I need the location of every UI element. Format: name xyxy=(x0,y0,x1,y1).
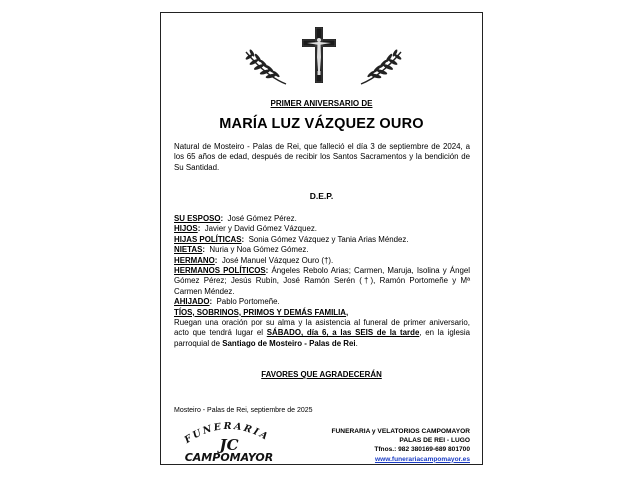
left-palm-branch-icon xyxy=(241,48,291,88)
family-entry: NIETAS: Nuria y Noa Gómez Gómez. xyxy=(174,245,309,255)
family-entry: TÍOS, SOBRINOS, PRIMOS Y DEMÁS FAMILIA, xyxy=(174,307,349,317)
family-label: SU ESPOSO xyxy=(174,214,221,223)
family-text: Ángeles Rebolo Arias; Carmen, Maruja, Isolina y Ángel Gómez Pérez; Jesús Rubín, José Ramón Serén (†), Ramón Portomeñe y Mª Carmen Méndez. xyxy=(174,266,470,296)
logo-monogram: JC xyxy=(219,436,239,454)
family-entry: HERMANO: José Manuel Vázquez Ouro (†). xyxy=(174,255,334,265)
campomayor-logo xyxy=(174,417,284,463)
logo-brand: CAMPOMAYOR xyxy=(184,451,274,463)
intro-paragraph: Natural de Mosteiro - Palas de Rei, que falleció el día 3 de septiembre de 2024, a los 65 años de edad, después de recibir los Santos Sacramentos y la bendición de Su Santidad. xyxy=(174,142,470,172)
family-entry: AHIJADO: Pablo Portomeñe. xyxy=(174,297,280,307)
obituary-card xyxy=(160,12,483,465)
prayer-paragraph: Ruegan una oración por su alma y la asistencia al funeral de primer aniversario, acto que tendrá lugar el SÁBADO, día 6, a las SEIS de la tarde, en la iglesia parroquial de Santiago de Mosteiro - Palas de Rei. xyxy=(174,318,470,348)
funeral-time: SÁBADO, día 6, a las SEIS de la tarde xyxy=(266,328,420,338)
family-entry: HIJOS: Javier y David Gómez Vázquez. xyxy=(174,224,317,234)
funeral-home-name: FUNERARIA y VELATORIOS CAMPOMAYOR xyxy=(331,428,470,435)
family-entry: SU ESPOSO: José Gómez Pérez. xyxy=(174,214,297,223)
dep-heading: D.E.P. xyxy=(309,191,334,201)
family-label: AHIJADO xyxy=(174,297,210,307)
funeral-place: Santiago de Mosteiro - Palas de Rei xyxy=(222,338,356,348)
funeral-home-info xyxy=(332,427,470,464)
family-entry: HIJAS POLÍTICAS: Sonia Gómez Vázquez y Tania Arias Méndez. xyxy=(174,234,409,244)
dateline: Mosteiro - Palas de Rei, septiembre de 2025 xyxy=(174,407,313,414)
family-text: José Gómez Pérez. xyxy=(227,214,297,223)
family-label: TÍOS, SOBRINOS, PRIMOS Y DEMÁS FAMILIA xyxy=(174,307,347,317)
right-palm-branch-icon xyxy=(356,48,406,88)
family-label: HERMANO xyxy=(174,255,215,265)
favors-line: FAVORES QUE AGRADECERÁN xyxy=(261,370,382,379)
family-label: NIETAS xyxy=(174,245,203,255)
family-text: Sonia Gómez Vázquez y Tania Arias Méndez. xyxy=(248,234,409,244)
family-text: Nuria y Noa Gómez Gómez. xyxy=(209,245,309,255)
family-label: HIJAS POLÍTICAS xyxy=(174,234,242,244)
crucifix-icon xyxy=(302,27,336,83)
family-text: José Manuel Vázquez Ouro (†). xyxy=(221,255,334,265)
family-text: Pablo Portomeñe. xyxy=(216,297,280,307)
family-text: Javier y David Gómez Vázquez. xyxy=(204,224,317,234)
family-label: HERMANOS POLÍTICOS xyxy=(174,266,266,276)
family-label: HIJOS xyxy=(174,224,198,234)
family-list xyxy=(174,214,470,349)
deceased-name: MARÍA LUZ VÁZQUEZ OURO xyxy=(219,116,424,132)
funeral-home-location: PALAS DE REI - LUGO xyxy=(399,437,470,445)
funeral-home-phones: Tfnos.: 982 380169-689 801700 xyxy=(374,446,470,454)
logo-arc-text: FUNERARIA xyxy=(182,420,272,446)
anniversary-heading: PRIMER ANIVERSARIO DE xyxy=(270,99,373,108)
funeral-home-website-link[interactable]: www.funerariacampomayor.es xyxy=(374,455,470,463)
family-entry: HERMANOS POLÍTICOS: Ángeles Rebolo Arias; Carmen, Maruja, Isolina y Ángel Gómez Pérez; Jesús Rubín, José Ramón Serén (†), Ramón Portomeñe y Mª Carmen Méndez. xyxy=(174,266,470,296)
